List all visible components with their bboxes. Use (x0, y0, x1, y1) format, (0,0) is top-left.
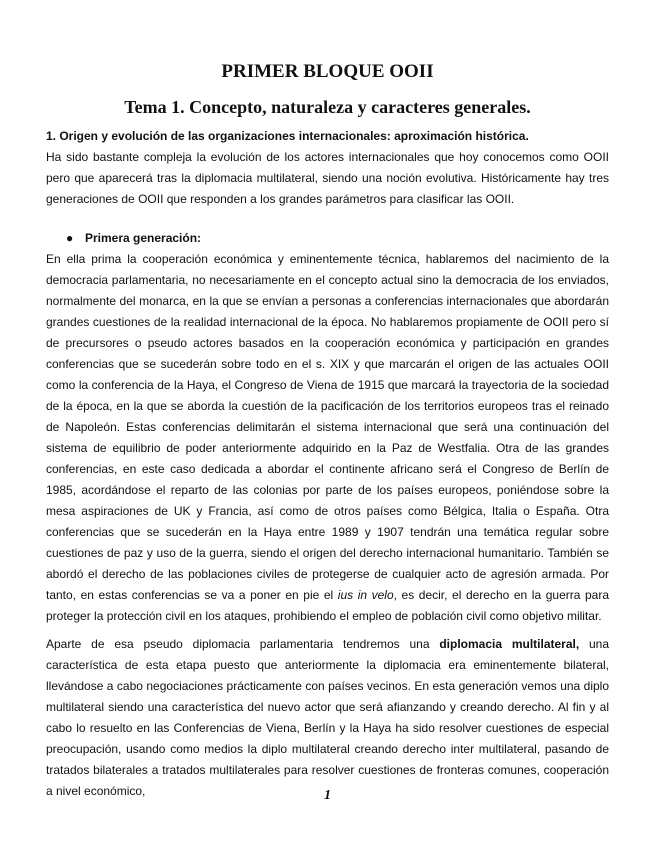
second-text-b: una característica de esta etapa puesto que anteriormente la diplomacia era eminentemente bilateral, llevándose a cabo negociaciones prácticamente con países vecinos. En esta generación vemos una diplo multilateral siendo una característica del nuevo actor que será afianzando y creando derecho. Al fin y al cabo lo resuelto en las Conferencias de Viena, Berlín y la Haya ha sido resolver cuestiones de especial preocupación, usando como medios la diplo multilateral creando derecho inter multilateral, pasando de tratados bilaterales a tratados multilaterales para resolver cuestiones de fronteras comunes, cooperación a nivel económico, (46, 637, 609, 798)
page-number: 1 (324, 788, 331, 803)
first-gen-text-a: En ella prima la cooperación económica y eminentemente técnica, hablaremos del nacimiento de la democracia parlamentaria, no necesariamente en el concepto actual sino la democracia de los enviados, normalmente del monarca, en la que se envían a personas a conferencias internacionales que abordarán grandes cuestiones de la realidad internacional de la época. No hablaremos propiamente de OOII pero sí de precursores o pseudo actores basados en la cooperación económica y participación en grandes conferencias que se sucederán sobre todo en el s. XIX y que marcarán el origen de las actuales OOII como la conferencia de la Haya, el Congreso de Viena de 1915 que marcará la trayectoria de la sociedad de la época, en la que se aborda la cuestión de la pacificación de los territorios europeos tras el reinado de Napoleón. Estas conferencias delimitarán el sistema internacional que será una continuación del sistema de equilibrio de poder anteriormente adquirido en la Paz de Westfalia. Otra de las grandes conferencias, en este caso dedicada a abordar el continente africano será el Congreso de Berlín de 1985, acordándose el reparto de las colonias por parte de los países europeos, poniéndose sobre la mesa aspiraciones de UK y Francia, así como de otros países como Bélgica, Italia o España. Otra conferencias que se sucederán en la Haya entre 1989 y 1907 tendrán una temática regular sobre cuestiones de paz y uso de la guerra, siendo el origen del derecho internacional humanitario. También se abordó el derecho de las poblaciones civiles de protegerse de cualquier acto de agresión armada. Por tanto, en estas conferencias se va a poner en pie el (46, 252, 609, 602)
first-gen-text-b: , es decir, el derecho en la guerra para proteger la protección civil en los ataques, prohibiendo el empleo de población civil como objetivo militar. (46, 588, 609, 623)
page-title: PRIMER BLOQUE OOII (221, 61, 434, 82)
multilateral-paragraph (46, 634, 609, 802)
topic-subtitle: Tema 1. Concepto, naturaleza y caracteres generales. (124, 97, 531, 117)
bullet-label: Primera generación: (85, 231, 202, 245)
intro-paragraph: Ha sido bastante compleja la evolución de los actores internacionales que hoy conocemos como OOII pero que aparecerá tras la diplomacia multilateral, siendo una noción evolutiva. Históricamente hay tres generaciones de OOII que responden a los grandes parámetros para clasificar las OOII. (46, 150, 609, 206)
section-heading: 1. Origen y evolución de las organizaciones internacionales: aproximación histórica. (46, 129, 529, 143)
second-bold-term: diplomacia multilateral, (439, 637, 580, 651)
second-text-a: Aparte de esa pseudo diplomacia parlamentaria tendremos una (46, 637, 440, 651)
first-gen-italic-term: ius in velo (337, 588, 394, 602)
bullet-dot-icon: ● (66, 231, 74, 245)
first-generation-paragraph (46, 249, 609, 627)
bullet-first-generation (66, 228, 201, 249)
